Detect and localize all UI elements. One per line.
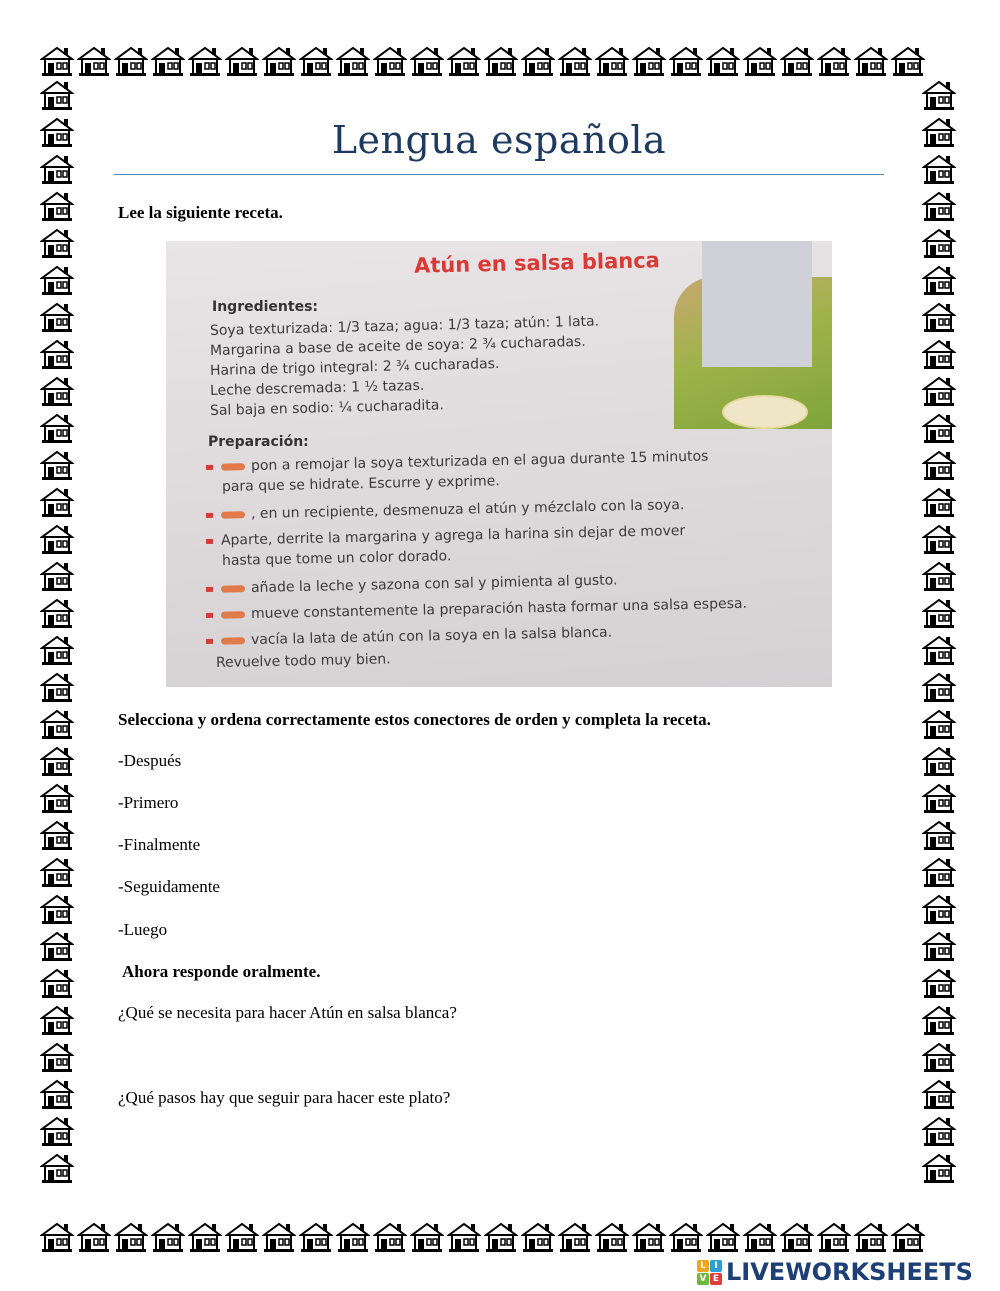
house-icon [299,1220,333,1254]
house-icon [40,929,74,963]
connector-option[interactable]: -Después [118,751,182,770]
house-icon [114,1220,148,1254]
house-icon [817,1220,851,1254]
house-icon [40,152,74,186]
house-icon [922,226,956,260]
connector-option[interactable]: -Luego [118,920,168,939]
step-line: añade la leche y sazona con sal y pimienta al gusto. [206,572,618,597]
house-icon [922,633,956,667]
house-icon [188,44,222,78]
house-icon [225,1220,259,1254]
house-icon [922,1077,956,1111]
house-icon [262,1220,296,1254]
house-icon [922,744,956,778]
house-icon [891,1220,925,1254]
house-icon [922,1003,956,1037]
house-icon [40,485,74,519]
connector-option[interactable]: -Primero [118,793,179,812]
house-icon [40,633,74,667]
house-icon [922,300,956,334]
house-icon [922,78,956,112]
house-icon [40,670,74,704]
ingredient-line: Harina de trigo integral: 2 ¾ cucharadas. [209,355,500,379]
house-icon [114,44,148,78]
step-line: , en un recipiente, desmenuza el atún y mézclalo con la soya. [206,497,685,523]
house-icon [854,44,888,78]
page-border-bottom [40,1220,960,1254]
title-underline [114,174,884,175]
bullet-icon [206,586,213,591]
house-icon [780,44,814,78]
house-icon [77,1220,111,1254]
connector-blank [221,637,245,645]
preparation-heading: Preparación: [208,434,309,450]
recipe-title: Atún en salsa blanca [413,248,661,278]
house-icon [706,44,740,78]
step-line: para que se hidrate. Escurre y exprime. [221,473,500,495]
house-icon [669,1220,703,1254]
house-icon [922,485,956,519]
house-icon [40,1114,74,1148]
house-icon [40,448,74,482]
house-icon [891,44,925,78]
house-icon [484,1220,518,1254]
house-icon [40,411,74,445]
house-icon [922,115,956,149]
house-icon [188,1220,222,1254]
bullet-icon [206,612,213,617]
connector-option[interactable]: -Seguidamente [118,877,220,896]
house-icon [632,1220,666,1254]
page-title: Lengua española [331,118,667,162]
house-icon [40,44,74,78]
house-icon [40,744,74,778]
house-icon [299,44,333,78]
house-icon [40,337,74,371]
house-icon [410,44,444,78]
house-icon [40,300,74,334]
house-icon [40,115,74,149]
house-icon [40,226,74,260]
house-icon [410,1220,444,1254]
house-icon [40,707,74,741]
oral-question: ¿Qué pasos hay que seguir para hacer este plato? [118,1088,451,1107]
house-icon [262,44,296,78]
house-icon [40,189,74,223]
step-line: Revuelve todo muy bien. [215,651,391,671]
house-icon [922,1040,956,1074]
connector-blank [221,585,245,593]
house-icon [854,1220,888,1254]
page-border-right [922,78,958,1218]
step-line: Aparte, derrite la margarina y agrega la harina sin dejar de mover [206,523,685,549]
connector-blank [221,463,245,471]
house-icon [40,1040,74,1074]
connector-blank [221,611,245,619]
logo-blocks-icon: L I V E [697,1260,722,1285]
blurred-area [702,241,812,367]
house-icon [669,44,703,78]
step-line: hasta que tome un color dorado. [221,548,452,569]
house-icon [40,78,74,112]
house-icon [373,44,407,78]
house-icon [558,44,592,78]
bullet-icon [206,638,213,643]
connector-option[interactable]: -Finalmente [118,835,201,854]
house-icon [225,44,259,78]
house-icon [40,855,74,889]
house-icon [40,559,74,593]
house-icon [336,44,370,78]
connectors-instruction: Selecciona y ordena correctamente estos conectores de orden y completa la receta. [118,710,711,729]
house-icon [521,1220,555,1254]
dish-photo [674,277,832,429]
house-icon [40,263,74,297]
house-icon [922,337,956,371]
house-icon [151,44,185,78]
page-border-left [40,78,76,1218]
house-icon [922,559,956,593]
house-icon [595,1220,629,1254]
bullet-icon [206,464,213,469]
ingredient-line: Soya texturizada: 1/3 taza; agua: 1/3 taza; atún: 1 lata. [209,313,600,339]
house-icon [706,1220,740,1254]
house-icon [40,596,74,630]
read-instruction: Lee la siguiente receta. [118,203,283,222]
step-line: vacía la lata de atún con la soya en la salsa blanca. [206,624,612,649]
house-icon [922,855,956,889]
ingredient-line: Margarina a base de aceite de soya: 2 ¾ cucharadas. [209,333,586,359]
liveworksheets-logo [697,1257,973,1287]
house-icon [558,1220,592,1254]
house-icon [922,929,956,963]
house-icon [817,44,851,78]
house-icon [484,44,518,78]
bullet-icon [206,512,213,517]
house-icon [521,44,555,78]
step-line: pon a remojar la soya texturizada en el agua durante 15 minutos [206,448,709,475]
step-line: mueve constantemente la preparación hasta formar una salsa espesa. [206,596,747,623]
house-icon [40,1151,74,1185]
bullet-icon [206,538,213,543]
house-icon [922,707,956,741]
house-icon [40,374,74,408]
page-border-top [40,44,960,78]
house-icon [373,1220,407,1254]
house-icon [922,152,956,186]
house-icon [40,892,74,926]
oral-question: ¿Qué se necesita para hacer Atún en salsa blanca? [118,1003,457,1022]
house-icon [922,1151,956,1185]
house-icon [447,1220,481,1254]
house-icon [922,892,956,926]
house-icon [743,1220,777,1254]
logo-text: LIVEWORKSHEETS [726,1258,973,1286]
house-icon [40,781,74,815]
house-icon [40,1220,74,1254]
house-icon [743,44,777,78]
house-icon [922,189,956,223]
house-icon [922,818,956,852]
house-icon [632,44,666,78]
house-icon [151,1220,185,1254]
ingredient-line: Sal baja en sodio: ¼ cucharadita. [209,397,445,419]
house-icon [780,1220,814,1254]
house-icon [922,781,956,815]
house-icon [40,966,74,1000]
house-icon [922,448,956,482]
house-icon [922,374,956,408]
ingredients-heading: Ingredientes: [212,299,318,315]
plate-icon [722,395,808,429]
house-icon [922,522,956,556]
house-icon [447,44,481,78]
house-icon [922,1114,956,1148]
house-icon [336,1220,370,1254]
house-icon [922,596,956,630]
house-icon [922,670,956,704]
house-icon [922,263,956,297]
house-icon [922,966,956,1000]
recipe-image [166,241,832,687]
oral-heading: Ahora responde oralmente. [122,962,321,981]
house-icon [922,411,956,445]
house-icon [595,44,629,78]
house-icon [77,44,111,78]
house-icon [40,522,74,556]
connector-blank [221,511,245,519]
house-icon [40,1003,74,1037]
house-icon [40,818,74,852]
ingredient-line: Leche descremada: 1 ½ tazas. [209,377,425,399]
house-icon [40,1077,74,1111]
